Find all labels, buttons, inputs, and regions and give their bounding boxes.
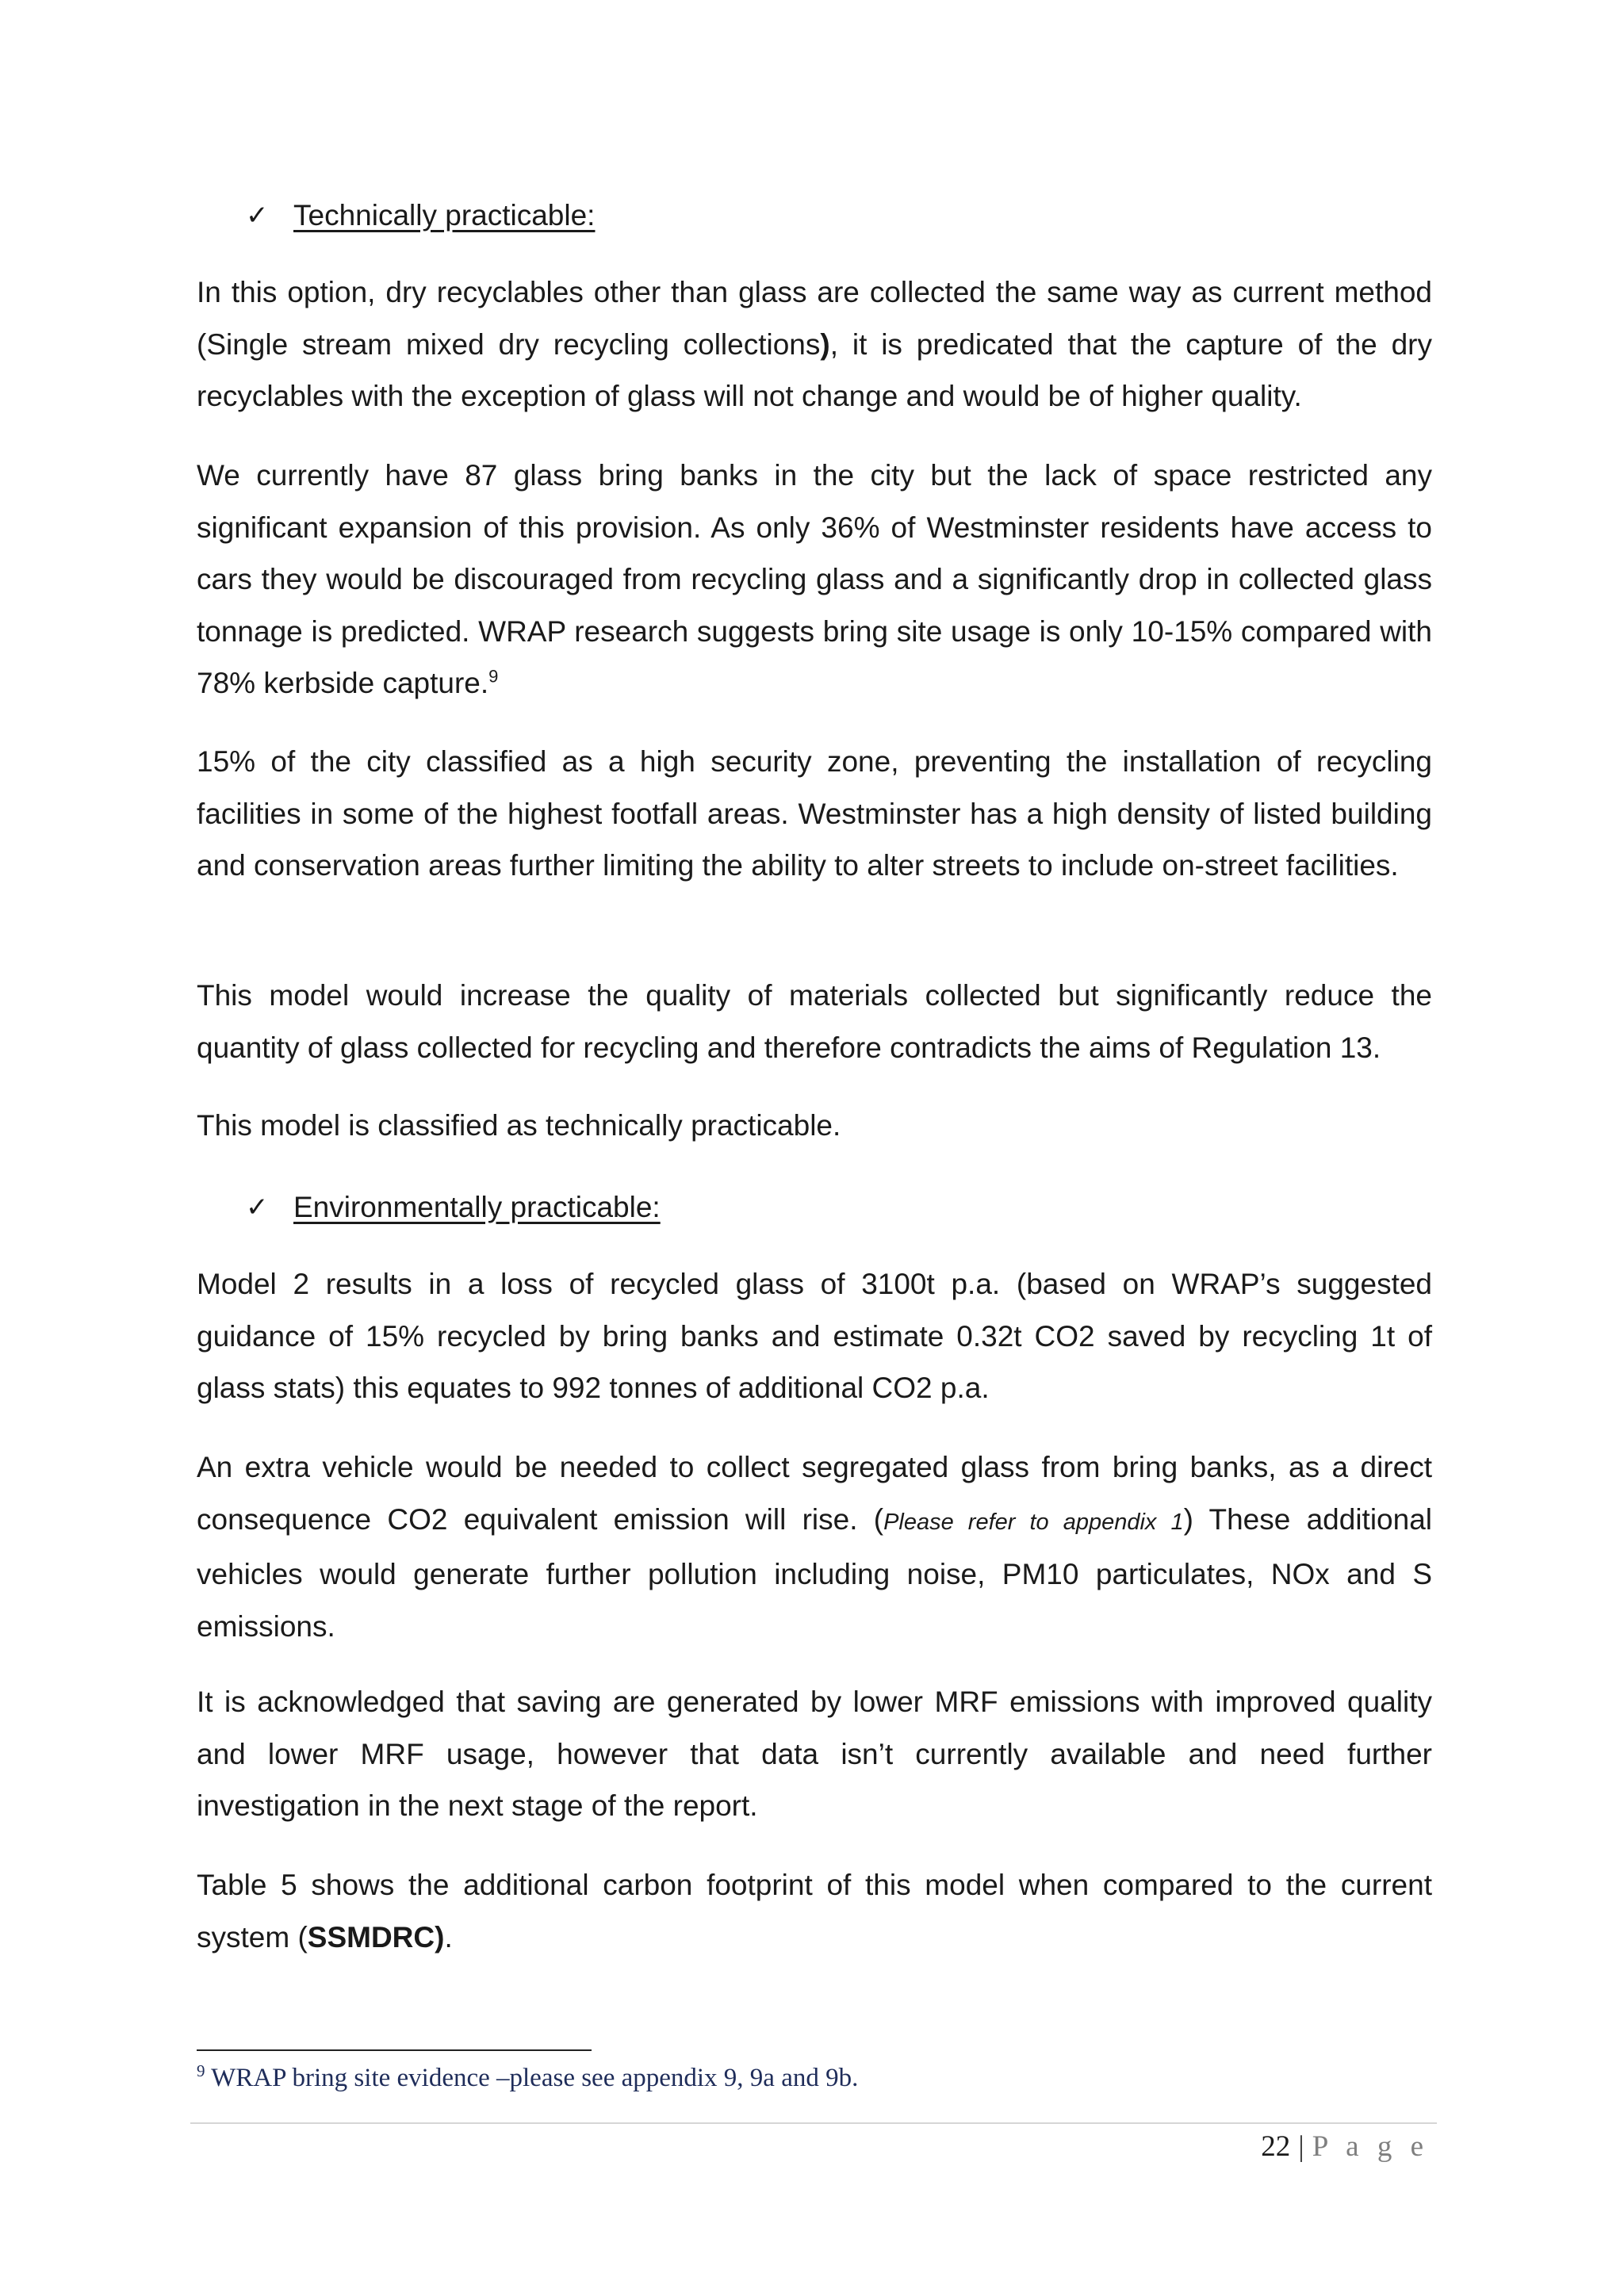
paragraph: This model is classified as technically practicable. [197,1109,841,1142]
text-run-bold: SSMDRC) [307,1920,445,1954]
paragraph [197,266,1432,423]
paragraph [197,1859,1432,1963]
paragraph [197,450,1432,710]
appendix-reference: Please refer to appendix 1 [883,1509,1184,1535]
paragraph: This model would increase the quality of materials collected but significantly reduce the quantity of glass collected for recycling and therefore contradicts the aims of Regulation 13. [197,979,1432,1064]
checkmark-icon: ✓ [246,1192,269,1223]
paragraph: 15% of the city classified as a high security zone, preventing the installation of recycling facilities in some of the highest footfall areas. Westminster has a high density of listed building and conservation areas further limiting the ability to alter streets to include on-street facilities. [197,745,1432,882]
page-number-value: 22 [1261,2130,1291,2163]
text-run: An extra vehicle would be needed to collect segregated glass from bring banks, as a direct consequence CO2 equivalent emission will rise. ( [197,1451,1432,1536]
bullet-environmentally-practicable [246,1181,661,1234]
bullet-technically-practicable [246,189,595,242]
paragraph: It is acknowledged that saving are generated by lower MRF emissions with improved quality and lower MRF usage, however that data isn’t currently available and need further investigation in the next stage of the report. [197,1686,1432,1822]
checkmark-icon: ✓ [246,200,269,232]
section-heading: Environmentally practicable: [293,1191,661,1223]
footnote-reference: 9 [488,666,499,687]
footnote-divider [197,2049,592,2051]
paragraph [197,1441,1432,1652]
footnote-text: WRAP bring site evidence –please see appendix 9, 9a and 9b. [205,2064,859,2092]
footnote-number: 9 [197,2061,205,2080]
text-run: We currently have 87 glass bring banks in the city but the lack of space restricted any significant expansion of this provision. As only 36% of Westminster residents have access to cars they would be discouraged from recycling glass and a significantly drop in collected glass tonnage is predicted. WRAP research suggests bring site usage is only 10-15% compared with 78% kerbside capture. [197,459,1432,699]
footer-divider [190,2122,1437,2124]
section-heading: Technically practicable: [293,199,596,232]
paragraph: Model 2 results in a loss of recycled glass of 3100t p.a. (based on WRAP’s suggested guidance of 15% recycled by bring banks and estimate 0.32t CO2 saved by recycling 1t of glass stats) this equates to 992 tonnes of additional CO2 p.a. [197,1268,1432,1404]
text-run: ) These additional vehicles would generate further pollution including noise, PM10 particulates, NOx and S emissions. [197,1502,1432,1643]
page-number [1261,2130,1429,2164]
text-run: In this option, dry recyclables other than glass are collected the same way as current method (Single stream mixed dry recycling collections [197,276,1432,361]
page-number-separator: | [1298,2130,1304,2163]
text-run: . [444,1920,453,1954]
footnote [197,2061,859,2093]
text-run-bold: ) [820,327,830,361]
page-label: P a g e [1312,2130,1429,2163]
text-run: Table 5 shows the additional carbon footprint of this model when compared to the current system ( [197,1869,1432,1954]
text-run: , it is predicated that the capture of the dry recyclables with the exception of glass will not change and would be of higher quality. [197,327,1432,412]
